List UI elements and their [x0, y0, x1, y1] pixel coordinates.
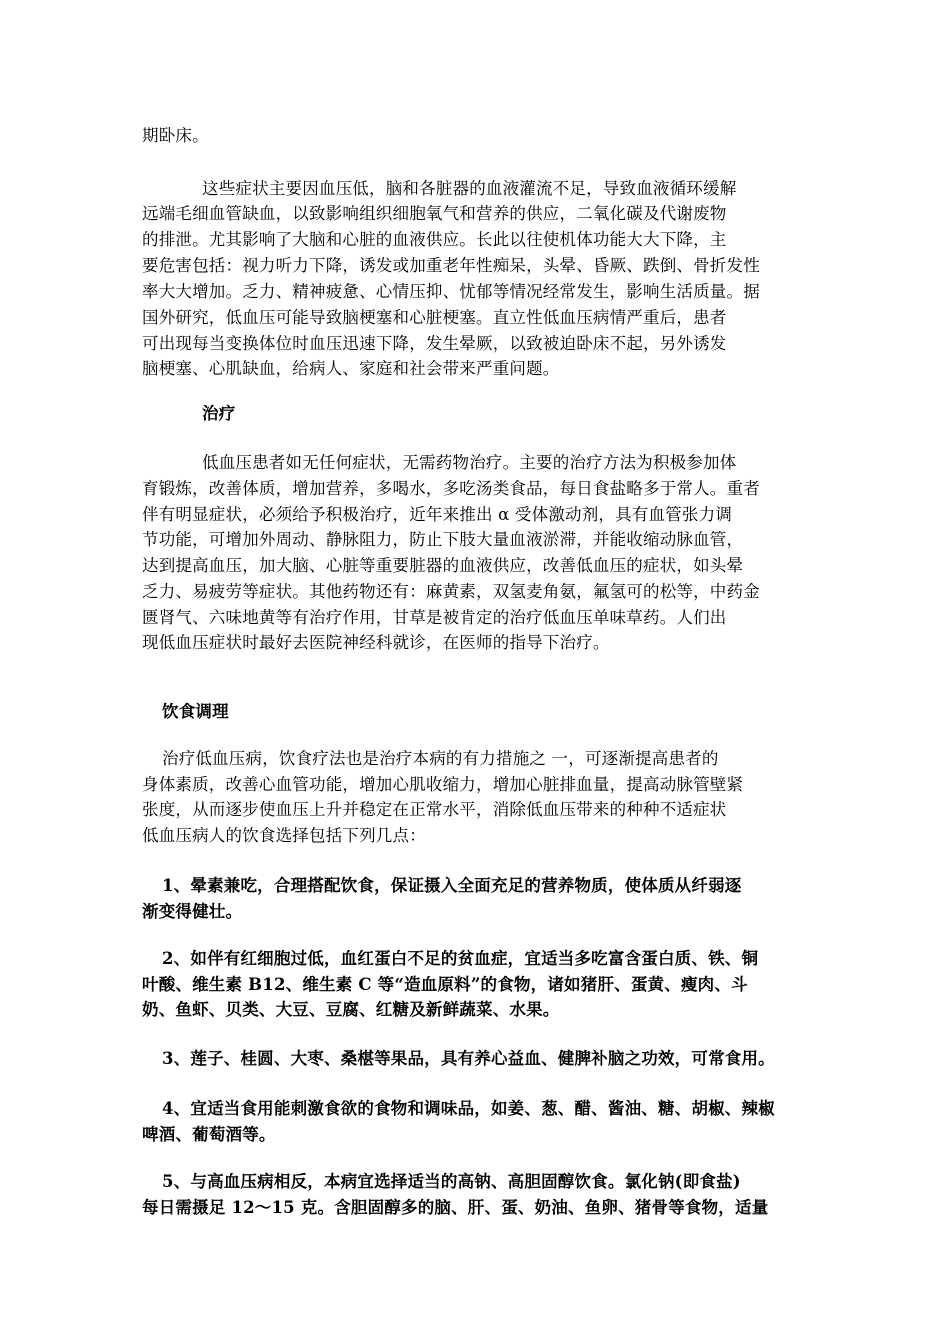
list-item-2-cont: 叶酸、维生素 B12、维生素 C 等“造血原料”的食物，诸如猪肝、蛋黄、瘦肉、斗 — [142, 975, 748, 994]
paragraph-line: 低血压患者如无任何症状，无需药物治疗。主要的治疗方法为积极参加体 — [202, 453, 737, 472]
list-item-1: 1、晕素兼吃，合理搭配饮食，保证摄入全面充足的营养物质，使体质从纤弱逐 — [162, 876, 742, 895]
list-item-5: 5、与高血压病相反，本病宜选择适当的高钠、高胆固醇饮食。氯化钠(即食盐) — [162, 1172, 741, 1191]
paragraph-line: 国外研究，低血压可能导致脑梗塞和心脏梗塞。直立性低血压病情严重后，患者 — [142, 308, 727, 327]
paragraph-line: 达到提高血压，加大脑、心脏等重要脏器的血液供应，改善低血压的症状，如头晕 — [142, 556, 744, 575]
paragraph-line: 张度，从而逐步使血压上升并稳定在正常水平，消除低血压带来的种种不适症状 — [142, 800, 727, 819]
paragraph-line: 乏力、易疲劳等症状。其他药物还有：麻黄素，双氢麦角氨，氟氢可的松等，中药金 — [142, 582, 760, 601]
paragraph-line: 现低血压症状时最好去医院神经科就诊，在医师的指导下治疗。 — [142, 633, 610, 652]
paragraph-line: 率大大增加。乏力、精神疲惫、心情压抑、忧郁等情况经常发生，影响生活质量。据 — [142, 282, 760, 301]
paragraph-line: 期卧床。 — [142, 126, 209, 145]
list-item-4: 4、宜适当食用能刺激食欲的食物和调味品，如姜、葱、醋、酱油、糖、胡椒、辣椒 — [162, 1099, 775, 1118]
list-item-4-cont: 啤酒、葡萄酒等。 — [142, 1125, 276, 1144]
paragraph-line: 伴有明显症状，必须给予积极治疗，近年来推出 α 受体激动剂，具有血管张力调 — [142, 505, 733, 524]
list-item-2: 2、如伴有红细胞过低，血红蛋白不足的贫血症，宜适当多吃富含蛋白质、铁、铜 — [162, 949, 759, 968]
paragraph-line: 脑梗塞、心肌缺血，给病人、家庭和社会带来严重问题。 — [142, 359, 560, 378]
list-item-5-cont: 每日需摄足 12～15 克。含胆固醇多的脑、肝、蛋、奶油、鱼卵、猪骨等食物，适量 — [142, 1198, 769, 1217]
list-item-1-cont: 渐变得健壮。 — [142, 902, 243, 921]
list-item-3: 3、莲子、桂圆、大枣、桑椹等果品，具有养心益血、健脾补脑之功效，可常食用。 — [162, 1049, 775, 1068]
paragraph-line: 的排泄。尤其影响了大脑和心脏的血液供应。长此以往使机体功能大大下降，主 — [142, 230, 727, 249]
paragraph-line: 治疗低血压病，饮食疗法也是治疗本病的有力措施之 一，可逐渐提高患者的 — [162, 749, 719, 768]
paragraph-line: 身体素质，改善心血管功能，增加心肌收缩力，增加心脏排血量，提高动脉管壁紧 — [142, 775, 744, 794]
paragraph-line: 匮肾气、六味地黄等有治疗作用，甘草是被肯定的治疗低血压单味草药。人们出 — [142, 608, 727, 627]
section-heading-diet: 饮食调理 — [162, 702, 229, 721]
paragraph-line: 节功能，可增加外周动、静脉阻力，防止下肢大量血液淤滞，并能收缩动脉血管， — [142, 530, 744, 549]
paragraph-line: 要危害包括：视力听力下降，诱发或加重老年性痴呆，头晕、昏厥、跌倒、骨折发性 — [142, 256, 760, 275]
paragraph-line: 这些症状主要因血压低，脑和各脏器的血液灌流不足，导致血液循环缓解 — [202, 179, 737, 198]
paragraph-line: 低血压病人的饮食选择包括下列几点： — [142, 826, 426, 845]
section-heading-treatment: 治疗 — [202, 404, 236, 423]
paragraph-line: 育锻炼，改善体质，增加营养，多喝水，多吃汤类食品，每日食盐略多于常人。重者 — [142, 479, 760, 498]
paragraph-line: 可出现每当变换体位时血压迅速下降，发生晕厥，以致被迫卧床不起，另外诱发 — [142, 334, 727, 353]
list-item-2-cont: 奶、鱼虾、贝类、大豆、豆腐、红糖及新鲜蔬菜、水果。 — [142, 1000, 560, 1019]
paragraph-line: 远端毛细血管缺血，以致影响组织细胞氧气和营养的供应，二氧化碳及代谢废物 — [142, 204, 727, 223]
